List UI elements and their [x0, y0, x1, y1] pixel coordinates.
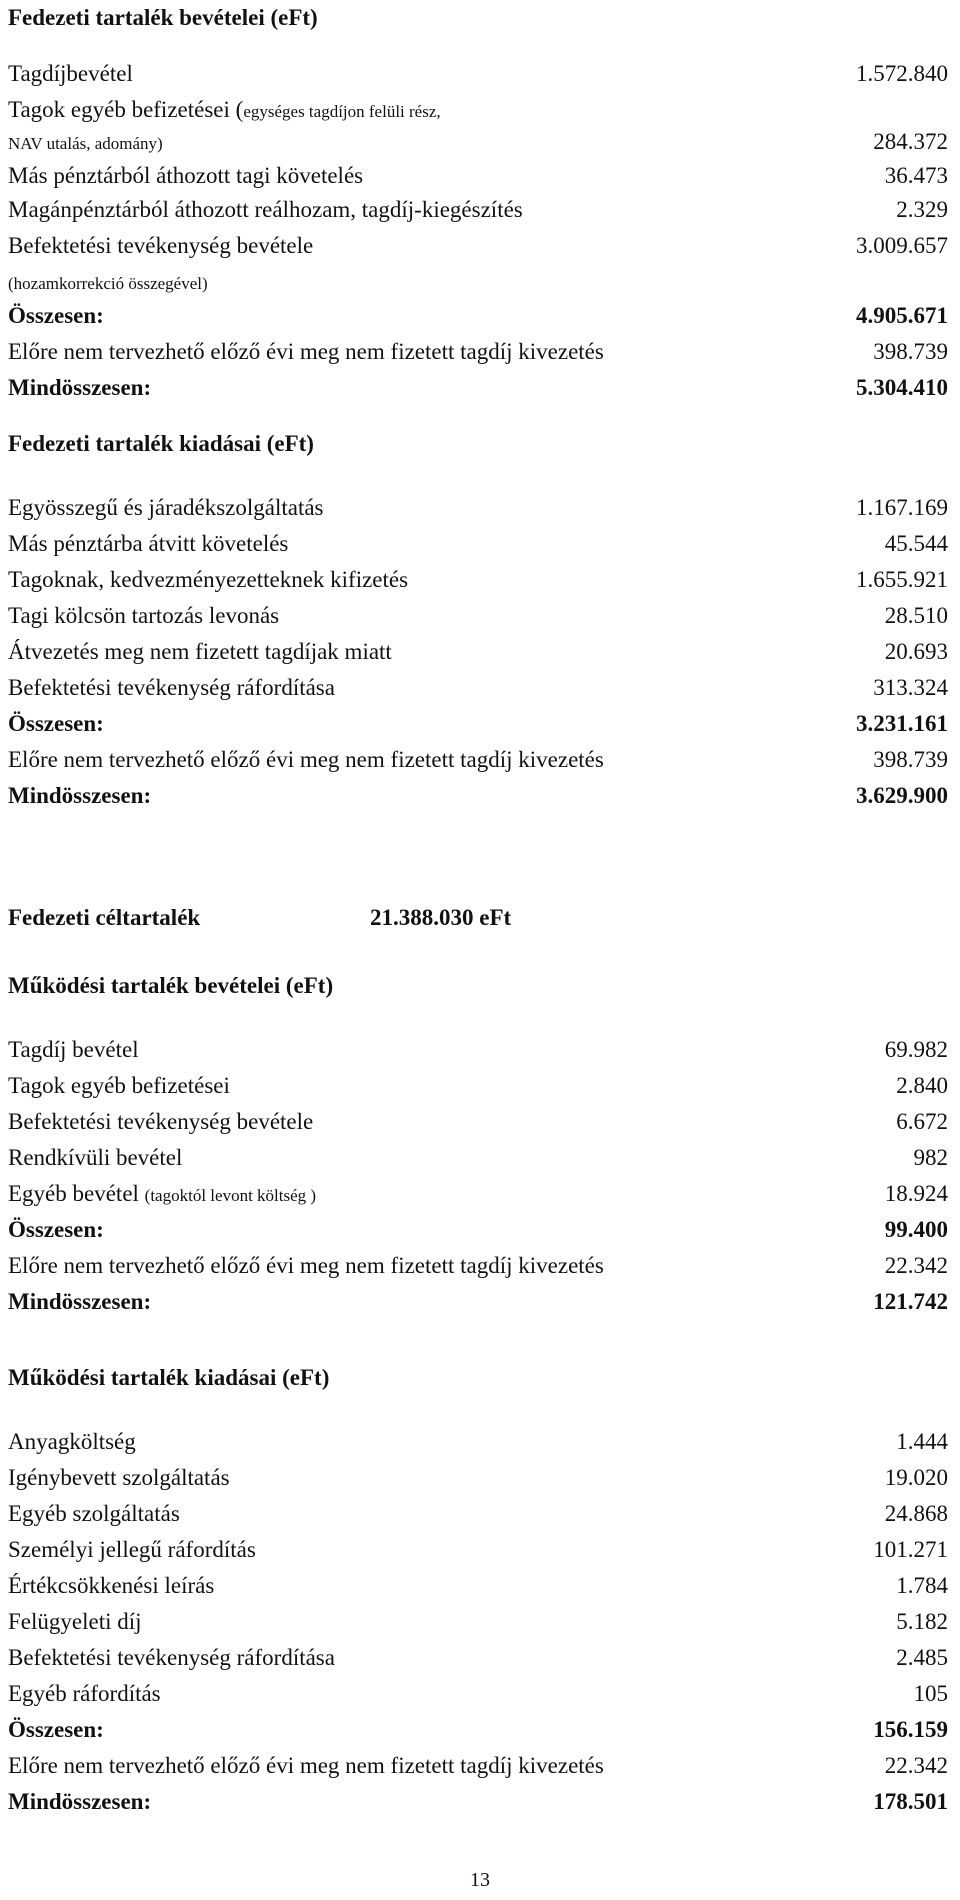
- table-row: [8, 598, 948, 634]
- target-reserve-value: 21.388.030 eFt: [370, 905, 512, 930]
- table-row: [8, 1248, 948, 1284]
- row-label: Átvezetés meg nem fizetett tagdíjak miatt: [8, 639, 392, 664]
- table-row: [8, 56, 948, 92]
- rows: [8, 1032, 948, 1320]
- section-funding-reserve-expenses: [8, 430, 948, 814]
- section-title: Működési tartalék bevételei (eFt): [8, 973, 334, 998]
- row-label: Összesen:: [8, 303, 104, 328]
- row-value: 1.444: [896, 1429, 948, 1454]
- rows: [8, 490, 948, 814]
- row-value: 99.400: [884, 1217, 948, 1242]
- row-value: 1.655.921: [856, 567, 948, 592]
- row-value: 398.739: [873, 747, 948, 772]
- table-row: [8, 1460, 948, 1496]
- row-label: Mindösszesen:: [8, 375, 152, 400]
- row-value: 2.485: [896, 1645, 948, 1670]
- row-value: 4.905.671: [856, 303, 948, 328]
- table-row: [8, 1496, 948, 1532]
- table-row-total: [8, 706, 948, 742]
- row-value: 1.572.840: [856, 61, 948, 86]
- row-label: Befektetési tevékenység bevétele: [8, 1109, 314, 1134]
- row-value: 3.629.900: [856, 783, 948, 808]
- row-value: 69.982: [884, 1037, 948, 1062]
- table-row: [8, 124, 948, 158]
- row-label: Egyéb szolgáltatás: [8, 1501, 180, 1526]
- row-label: Egyösszegű és járadékszolgáltatás: [8, 495, 324, 520]
- row-value: 6.672: [896, 1109, 948, 1134]
- table-row: [8, 1748, 948, 1784]
- row-label: Felügyeleti díj: [8, 1609, 142, 1634]
- table-row: [8, 192, 948, 228]
- row-label: Összesen:: [8, 711, 104, 736]
- row-value: 28.510: [884, 603, 948, 628]
- page-number: 13: [470, 1869, 490, 1891]
- table-row-grand-total: [8, 778, 948, 814]
- section-title: Fedezeti tartalék kiadásai (eFt): [8, 431, 314, 456]
- table-row: [8, 634, 948, 670]
- table-row: [8, 1604, 948, 1640]
- table-row: [8, 1676, 948, 1712]
- row-value: 178.501: [873, 1789, 948, 1814]
- row-label: Igénybevett szolgáltatás: [8, 1465, 230, 1490]
- row-label: Befektetési tevékenység ráfordítása: [8, 1645, 335, 1670]
- table-row: [8, 1032, 948, 1068]
- funding-target-reserve: [8, 900, 948, 936]
- table-row: [8, 264, 948, 298]
- table-row: [8, 1176, 948, 1212]
- table-row: [8, 1104, 948, 1140]
- row-label: Tagoknak, kedvezményezetteknek kifizetés: [8, 567, 409, 592]
- row-value: 101.271: [873, 1537, 948, 1562]
- row-label: Tagi kölcsön tartozás levonás: [8, 603, 280, 628]
- row-label: Mindösszesen:: [8, 1789, 152, 1814]
- row-label: Mindösszesen:: [8, 1289, 152, 1314]
- table-row-grand-total: [8, 370, 948, 406]
- row-label: Tagok egyéb befizetései (egységes tagdíjon felüli rész,: [8, 97, 441, 122]
- row-label: Magánpénztárból áthozott reálhozam, tagdíj-kiegészítés: [8, 197, 523, 222]
- row-label: Rendkívüli bevétel: [8, 1145, 183, 1170]
- row-label: Egyéb bevétel (tagoktól levont költség ): [8, 1181, 317, 1206]
- document-page: [8, 0, 952, 1900]
- row-label: Értékcsökkenési leírás: [8, 1573, 215, 1598]
- table-row-total: [8, 1212, 948, 1248]
- row-value: 36.473: [884, 163, 948, 188]
- section-title: Fedezeti tartalék bevételei (eFt): [8, 5, 318, 30]
- row-label: Egyéb ráfordítás: [8, 1681, 161, 1706]
- row-label: Előre nem tervezhető előző évi meg nem fizetett tagdíj kivezetés: [8, 339, 604, 364]
- row-value: 2.840: [896, 1073, 948, 1098]
- row-label: Személyi jellegű ráfordítás: [8, 1537, 256, 1562]
- row-label: Összesen:: [8, 1217, 104, 1242]
- row-value: 105: [913, 1681, 948, 1706]
- row-label: Előre nem tervezhető előző évi meg nem fizetett tagdíj kivezetés: [8, 747, 604, 772]
- table-row: [8, 526, 948, 562]
- table-row: [8, 670, 948, 706]
- table-row: [8, 1068, 948, 1104]
- row-value: 313.324: [873, 675, 948, 700]
- row-label: Más pénztárból áthozott tagi követelés: [8, 163, 364, 188]
- row-value: 5.182: [896, 1609, 948, 1634]
- row-label: Más pénztárba átvitt követelés: [8, 531, 289, 556]
- row-label: Előre nem tervezhető előző évi meg nem fizetett tagdíj kivezetés: [8, 1753, 604, 1778]
- row-label: Befektetési tevékenység bevétele: [8, 233, 314, 258]
- row-value: 18.924: [884, 1181, 948, 1206]
- row-label: Összesen:: [8, 1717, 104, 1742]
- rows: [8, 1424, 948, 1820]
- row-label: Befektetési tevékenység ráfordítása: [8, 675, 335, 700]
- table-row-total: [8, 298, 948, 334]
- row-label: Tagok egyéb befizetései: [8, 1073, 230, 1098]
- row-value: 982: [913, 1145, 948, 1170]
- row-label: Mindösszesen:: [8, 783, 152, 808]
- row-value: 19.020: [884, 1465, 948, 1490]
- row-label: Előre nem tervezhető előző évi meg nem fizetett tagdíj kivezetés: [8, 1253, 604, 1278]
- table-row: [8, 490, 948, 526]
- row-value: 22.342: [884, 1753, 948, 1778]
- row-value: 156.159: [873, 1717, 948, 1742]
- section-title: Működési tartalék kiadásai (eFt): [8, 1365, 330, 1390]
- row-value: 45.544: [884, 531, 948, 556]
- table-row: [8, 334, 948, 370]
- table-row-grand-total: [8, 1784, 948, 1820]
- table-row: [8, 1532, 948, 1568]
- table-row: [8, 1568, 948, 1604]
- row-label: Anyagköltség: [8, 1429, 136, 1454]
- table-row: [8, 158, 948, 192]
- table-row-total: [8, 1712, 948, 1748]
- target-reserve-label: Fedezeti céltartalék: [8, 905, 201, 930]
- row-value: 2.329: [896, 197, 948, 222]
- table-row: [8, 1424, 948, 1460]
- row-value: 3.231.161: [856, 711, 948, 736]
- row-label: Tagdíj bevétel: [8, 1037, 139, 1062]
- row-value: 398.739: [873, 339, 948, 364]
- row-value: 1.167.169: [856, 495, 948, 520]
- table-row: [8, 1140, 948, 1176]
- row-value: 22.342: [884, 1253, 948, 1278]
- row-label: Tagdíjbevétel: [8, 61, 133, 86]
- table-row: [8, 562, 948, 598]
- row-value: 5.304.410: [856, 375, 948, 400]
- row-value: 3.009.657: [856, 233, 948, 258]
- table-row-grand-total: [8, 1284, 948, 1320]
- rows: [8, 56, 948, 406]
- table-row: [8, 1640, 948, 1676]
- row-value: 284.372: [873, 129, 948, 154]
- row-value: 24.868: [884, 1501, 948, 1526]
- row-label: NAV utalás, adomány): [8, 134, 163, 153]
- table-row: [8, 92, 948, 124]
- section-funding-reserve-income: [8, 4, 948, 406]
- section-operating-reserve-income: [8, 972, 948, 1320]
- section-operating-reserve-expenses: [8, 1364, 948, 1820]
- row-value: 20.693: [884, 639, 948, 664]
- row-label: (hozamkorrekció összegével): [8, 274, 208, 293]
- table-row: [8, 742, 948, 778]
- row-value: 121.742: [873, 1289, 948, 1314]
- row-value: 1.784: [896, 1573, 948, 1598]
- table-row: [8, 228, 948, 264]
